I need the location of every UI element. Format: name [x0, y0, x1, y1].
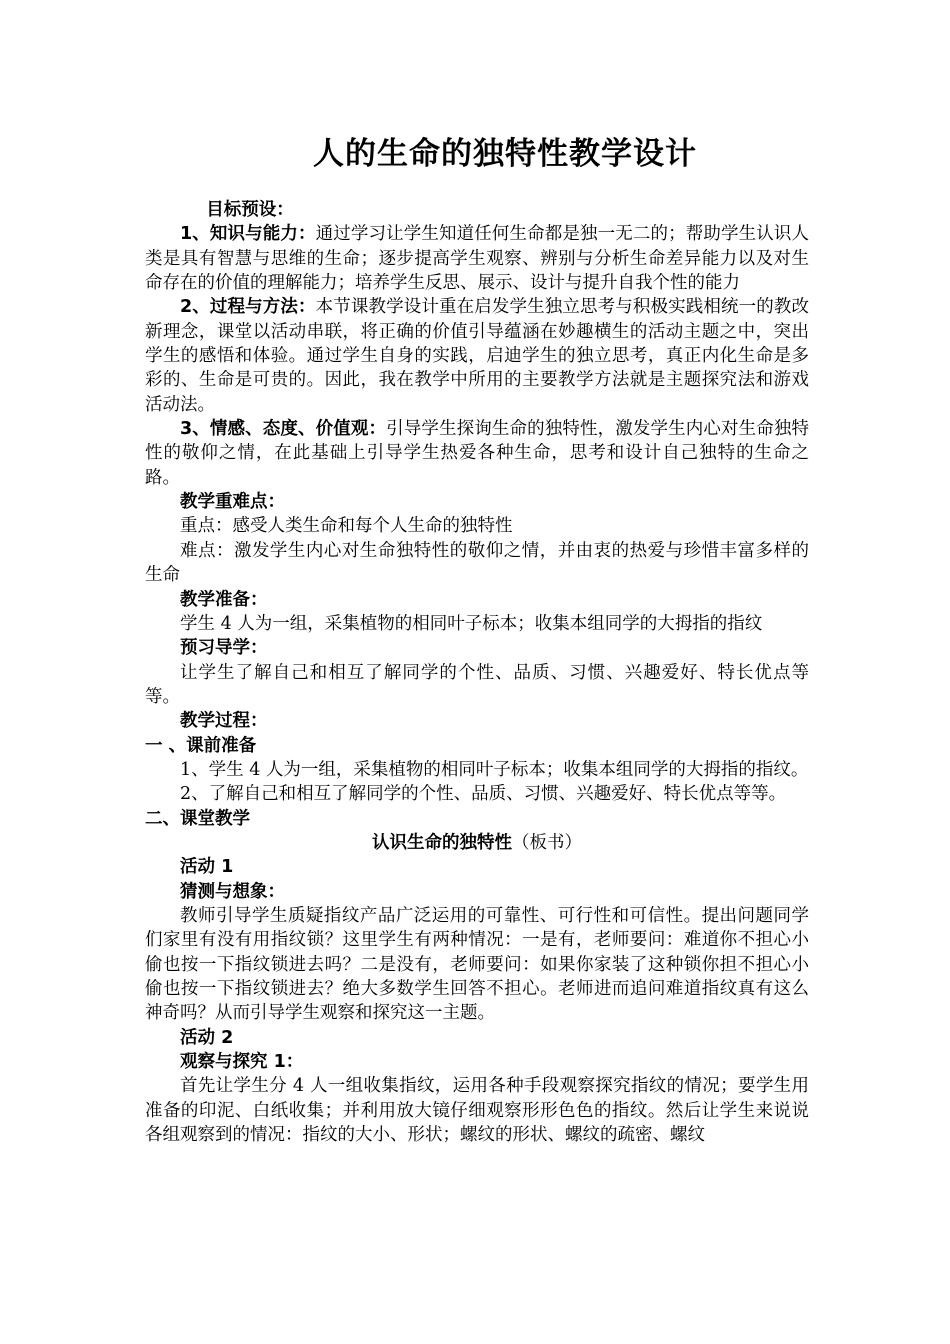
section1-item1: 1、学生 4 人为一组，采集植物的相同叶子标本；收集本组同学的大拇指的指纹。	[180, 759, 809, 780]
activity1-label: 活动 1	[180, 857, 234, 878]
key-point: 重点：感受人类生命和每个人生命的独特性	[180, 516, 513, 537]
goal-emotion-paragraph	[145, 417, 809, 490]
section1-heading: 一 、课前准备	[145, 735, 257, 756]
goal3-text: 引导学生探询生命的独特性，激发学生内心对生命独特性的敬仰之情，在此基础上引导学生热爱各种生命，思考和设计自己独特的生命之路。	[145, 419, 809, 488]
section1-item2: 2、了解自己和相互了解同学的个性、品质、习惯、兴趣爱好、特长优点等等。	[180, 784, 787, 805]
goals-heading: 目标预设：	[206, 200, 294, 220]
goal-process-paragraph	[145, 295, 809, 417]
goal1-label: 1、知识与能力：	[180, 224, 316, 245]
difficult-point: 难点：激发学生内心对生命独特性的敬仰之情，并由衷的热爱与珍惜丰富多样的生命	[145, 540, 809, 586]
board-note: （板书）	[512, 832, 582, 853]
document-body	[145, 198, 809, 1147]
preview-text: 让学生了解自己和相互了解同学的个性、品质、习惯、兴趣爱好、特长优点等等。	[145, 662, 809, 707]
preview-heading: 预习导学：	[180, 638, 268, 659]
page-title: 人的生命的独特性教学设计	[313, 136, 697, 172]
activity2-text: 首先让学生分 4 人一组收集指纹，运用各种手段观察探究指纹的情况；要学生用准备的印泥、白纸收集；并利用放大镜仔细观察形形色色的指纹。然后让学生来说说各组观察到的情况：指纹的大小、形状；螺纹的形状、螺纹的疏密、螺纹	[145, 1076, 809, 1146]
prep-heading: 教学准备：	[180, 589, 268, 610]
board-title: 认识生命的独特性	[372, 832, 512, 853]
goal3-label: 3、情感、态度、价值观：	[180, 419, 387, 440]
process-heading: 教学过程：	[180, 711, 268, 732]
section2-heading: 二、课堂教学	[145, 808, 250, 829]
key-heading: 教学重难点：	[180, 492, 285, 513]
goal-knowledge-paragraph	[145, 222, 809, 295]
activity1-text: 教师引导学生质疑指纹产品广泛运用的可靠性、可行性和可信性。提出问题同学们家里有没有用指纹锁？这里学生有两种情况：一是有，老师要问：难道你不担心小偷也按一下指纹锁进去吗？二是没有，老师要问：如果你家装了这种锁你担不担心小偷也按一下指纹锁进去？绝大多数学生回答不担心。老师进而追问难道指纹真有这么神奇吗？从而引导学生观察和探究这一主题。	[145, 905, 809, 1024]
activity2-subheading: 观察与探究 1：	[180, 1052, 304, 1073]
prep-text: 学生 4 人为一组，采集植物的相同叶子标本；收集本组同学的大拇指的指纹	[180, 613, 763, 634]
activity1-subheading: 猜测与想象：	[180, 881, 285, 902]
activity2-label: 活动 2	[180, 1027, 234, 1048]
goal2-label: 2、过程与方法：	[180, 297, 316, 318]
board-title-line	[145, 831, 809, 855]
goal2-text: 本节课教学设计重在启发学生独立思考与积极实践相统一的教改新理念，课堂以活动串联，将正确的价值引导蕴涵在妙趣横生的活动主题之中，突出学生的感悟和体验。通过学生自身的实践，启迪学生的独立思考，真正内化生命是多彩的、生命是可贵的。因此，我在教学中所用的主要教学方法就是主题探究法和游戏活动法。	[145, 297, 809, 415]
goal1-text: 通过学习让学生知道任何生命都是独一无二的；帮助学生认识人类是具有智慧与思维的生命；逐步提高学生观察、辨别与分析生命差异能力以及对生命存在的价值的理解能力；培养学生反思、展示、设计与提升自我个性的能力	[145, 224, 809, 294]
